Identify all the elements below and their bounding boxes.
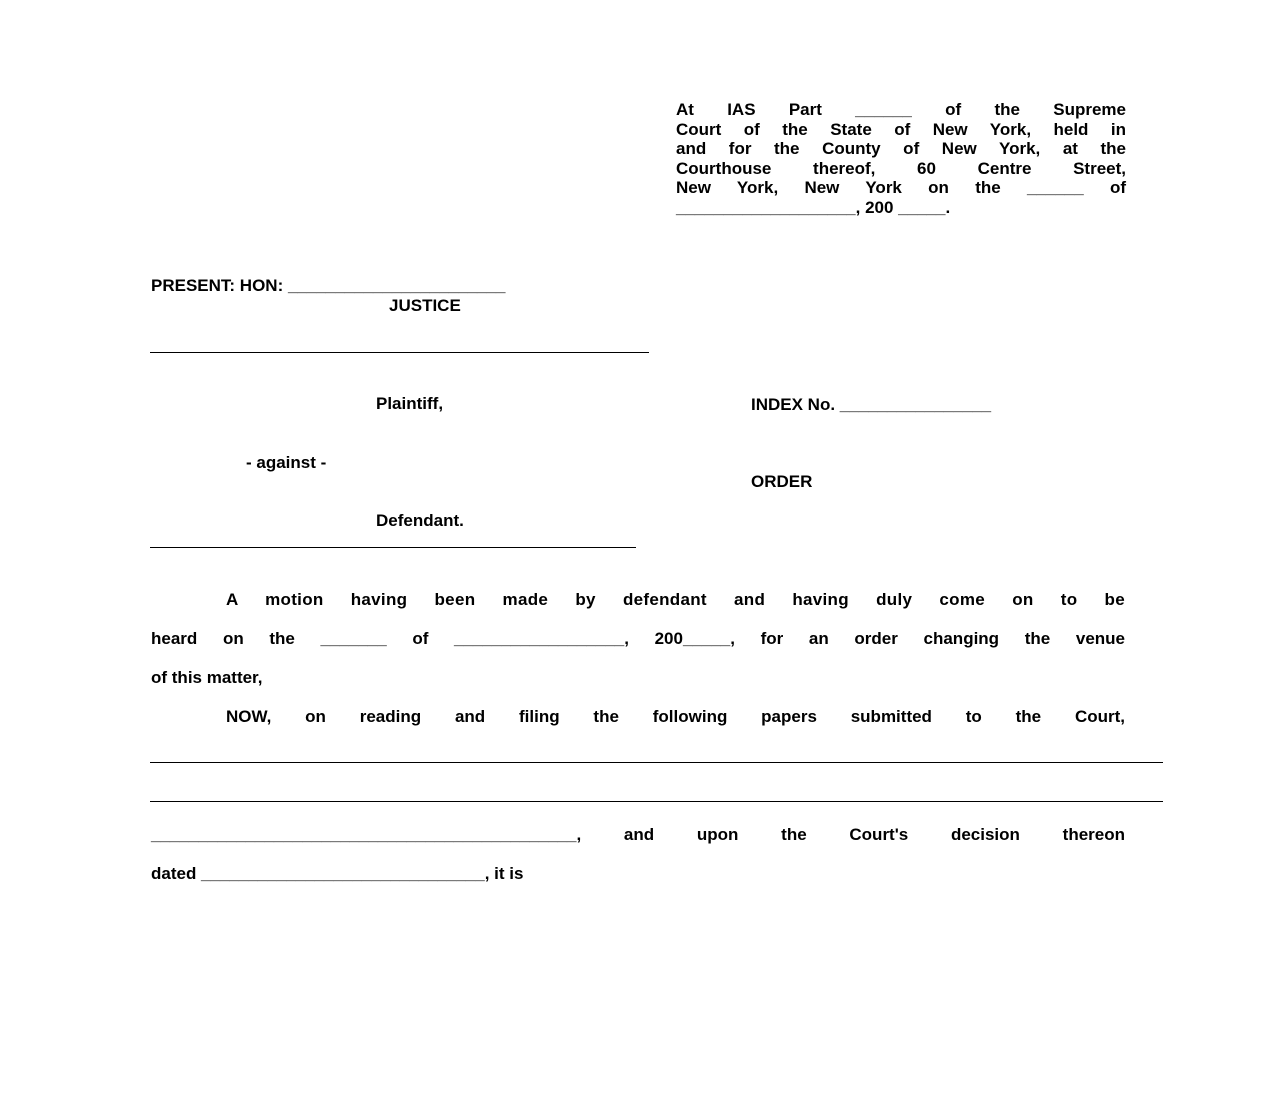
index-number-field: INDEX No. ________________ — [751, 395, 992, 414]
motion-paragraph-line-3: of this matter, — [151, 668, 263, 687]
justice-title: JUSTICE — [389, 296, 461, 315]
court-header-line-1: At IAS Part ______ of the Supreme — [676, 100, 1126, 119]
plaintiff-label: Plaintiff, — [376, 394, 444, 413]
document-type: ORDER — [751, 472, 813, 491]
court-header-line-3: and for the County of New York, at the — [676, 139, 1126, 158]
court-header-line-5: New York, New York on the ______ of — [676, 178, 1126, 197]
court-header-line-6: ___________________, 200 _____. — [676, 197, 951, 217]
papers-blank-line-1 — [150, 762, 1163, 763]
motion-paragraph-line-1: A motion having been made by defendant and having duly come on to be — [226, 590, 1125, 609]
court-header-line-4: Courthouse thereof, 60 Centre Street, — [676, 158, 1126, 178]
against-label: - against - — [246, 453, 327, 472]
court-header — [676, 100, 1126, 217]
papers-blank-line-2 — [150, 801, 1163, 802]
court-header-line-2: Court of the State of New York, held in — [676, 119, 1126, 139]
present-judge-line: PRESENT: HON: _______________________ — [151, 276, 506, 295]
defendant-label: Defendant. — [376, 511, 464, 530]
papers-paragraph-line-5: dated ______________________________, it is — [151, 864, 524, 883]
motion-paragraph-line-2: heard on the _______ of __________________, 200_____, for an order changing the venue — [151, 629, 1125, 648]
caption-bottom-rule — [150, 547, 636, 548]
papers-paragraph-line-4: _____________________________________________, and upon the Court's decision thereon — [151, 825, 1125, 844]
papers-paragraph-line-1: NOW, on reading and filing the following papers submitted to the Court, — [226, 707, 1125, 726]
caption-top-rule — [150, 352, 649, 353]
